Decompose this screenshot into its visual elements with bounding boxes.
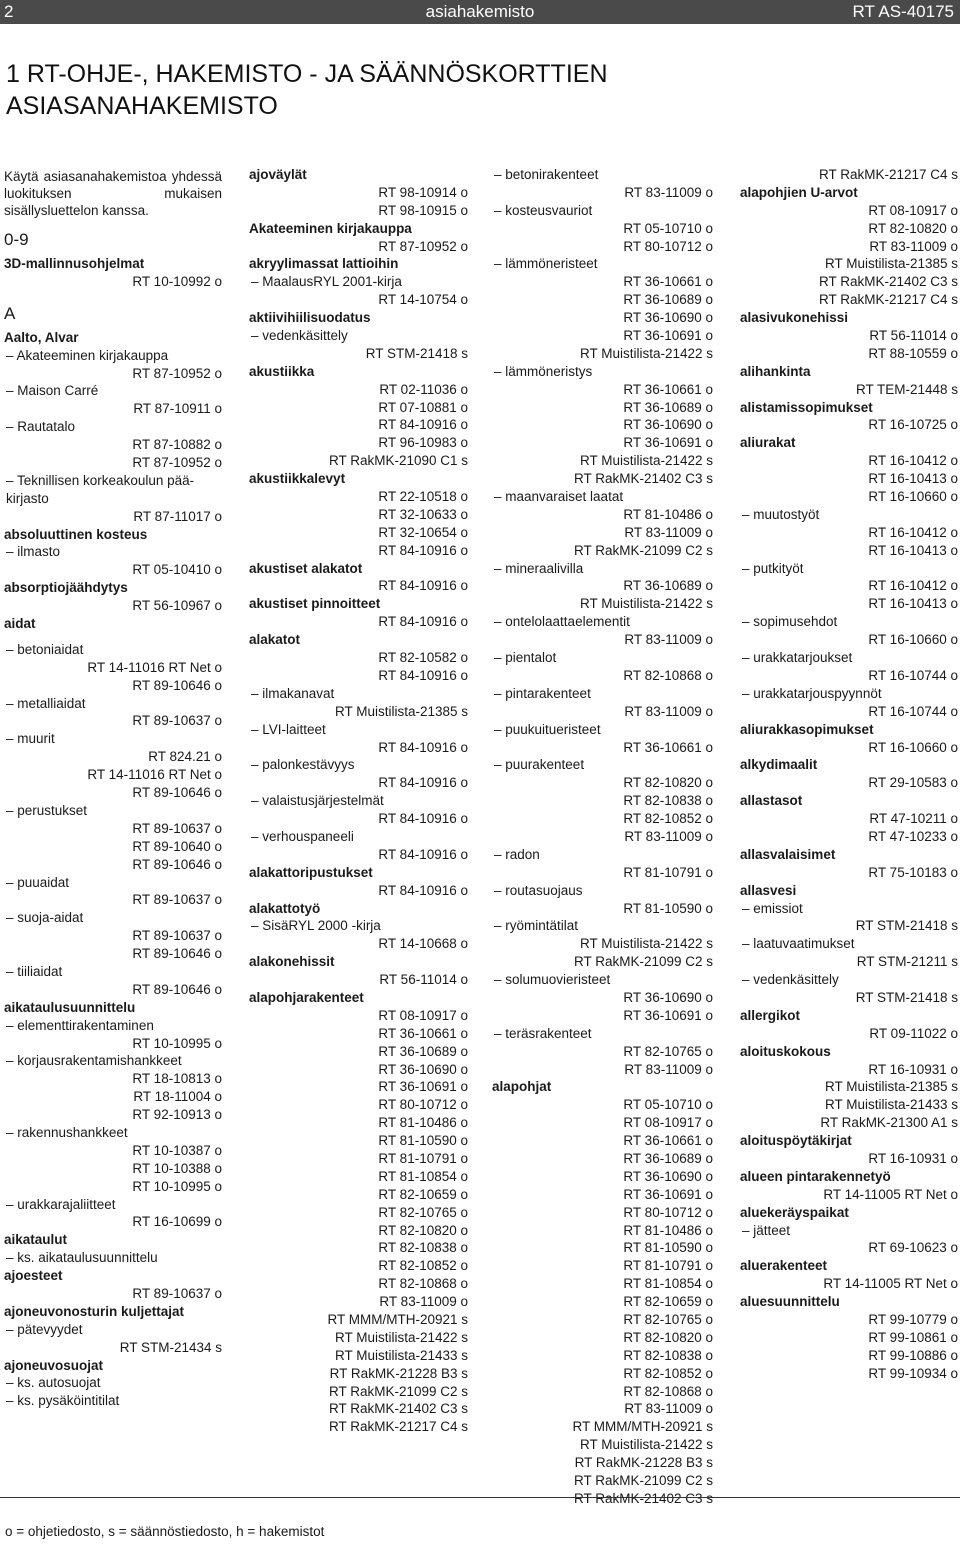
reference: RT 80-10712 o xyxy=(623,238,713,254)
index-term: Akateeminen kirjakauppa xyxy=(249,220,412,236)
sub-term: – MaalausRYL 2001-kirja xyxy=(251,274,402,290)
reference: RT RakMK-21099 C2 s xyxy=(573,1473,713,1489)
index-term: aloituskokous xyxy=(740,1043,831,1059)
sub-term: – routasuojaus xyxy=(494,882,583,898)
reference: RT 10-10387 o xyxy=(132,1142,222,1158)
reference: RT 82-10765 o xyxy=(623,1043,713,1059)
reference: RT RakMK-21099 C2 s xyxy=(328,1383,468,1399)
reference: RT 36-10689 o xyxy=(623,292,713,308)
index-term: absoluuttinen kosteus xyxy=(4,526,148,542)
index-term: aikataulusuunnittelu xyxy=(4,999,136,1015)
reference: RT 83-11009 o xyxy=(624,828,713,844)
index-term: aliurakkasopimukset xyxy=(740,721,874,737)
index-term: ajoneuvosuojat xyxy=(4,1357,104,1373)
reference: RT Muistilista-21385 s xyxy=(334,703,468,719)
sub-term: – radon xyxy=(494,846,540,862)
reference: RT 81-10791 o xyxy=(378,1150,468,1166)
reference: RT 82-10868 o xyxy=(623,667,713,683)
sub-term: – Akateeminen kirjakauppa xyxy=(6,347,169,363)
reference: RT 05-10410 o xyxy=(132,562,222,578)
reference: RT 83-11009 o xyxy=(869,238,958,254)
reference: RT 87-10882 o xyxy=(132,437,222,453)
reference: RT 84-10916 o xyxy=(378,614,468,630)
reference: RT 16-10744 o xyxy=(868,667,958,683)
sub-term: – muutostyöt xyxy=(742,506,820,522)
sub-term: – SisäRYL 2000 -kirja xyxy=(251,918,381,934)
reference: RT 83-11009 o xyxy=(624,1401,713,1417)
reference: RT 10-10995 o xyxy=(132,1178,222,1194)
reference: RT RakMK-21217 C4 s xyxy=(818,292,958,308)
reference: RT 87-11017 o xyxy=(133,508,222,524)
reference: RT 36-10689 o xyxy=(623,399,713,415)
sub-term: – Maison Carré xyxy=(6,383,99,399)
sub-term: – lämmöneristeet xyxy=(494,256,598,272)
reference: RT 56-10967 o xyxy=(132,598,222,614)
sub-term: – solumuovieristeet xyxy=(494,972,611,988)
reference: RT 82-10868 o xyxy=(378,1276,468,1292)
reference: RT 88-10559 o xyxy=(868,345,958,361)
index-term: alapohjat xyxy=(492,1079,552,1095)
reference: RT 36-10689 o xyxy=(623,1150,713,1166)
sub-term: – ks. autosuojat xyxy=(6,1375,101,1391)
index-term: aluerakenteet xyxy=(740,1258,828,1274)
reference: RT 84-10916 o xyxy=(378,578,468,594)
reference: RT 16-10931 o xyxy=(868,1150,958,1166)
reference: RT 89-10646 o xyxy=(132,785,222,801)
reference: RT STM-21211 s xyxy=(856,954,958,970)
reference: RT 08-10917 o xyxy=(623,1115,713,1131)
reference: RT 83-11009 o xyxy=(624,632,713,648)
reference: RT 84-10916 o xyxy=(378,811,468,827)
reference: RT Muistilista-21422 s xyxy=(579,936,713,952)
reference: RT 16-10744 o xyxy=(868,703,958,719)
reference: RT 47-10211 o xyxy=(869,811,958,827)
index-term: Aalto, Alvar xyxy=(4,329,79,345)
reference: RT 81-10590 o xyxy=(378,1133,468,1149)
sub-term: – perustukset xyxy=(6,802,88,818)
reference: RT 89-10637 o xyxy=(132,820,222,836)
sub-term: – Teknillisen korkeakoulun pää- xyxy=(6,472,195,488)
index-term: allasvesi xyxy=(740,882,797,898)
reference: RT 16-10412 o xyxy=(868,524,958,540)
reference: RT 80-10712 o xyxy=(378,1097,468,1113)
reference: RT 56-11014 o xyxy=(379,972,468,988)
reference: RT Muistilista-21385 s xyxy=(824,1079,958,1095)
reference: RT 99-10886 o xyxy=(868,1347,958,1363)
reference: RT 89-10637 o xyxy=(132,928,222,944)
sub-term: – urakkatarjoukset xyxy=(742,650,853,666)
index-term: alakattoripustukset xyxy=(249,864,373,880)
sub-term: – jätteet xyxy=(742,1222,791,1238)
reference: RT 16-10660 o xyxy=(868,739,958,755)
index-term: alueen pintarakennetyö xyxy=(740,1168,891,1184)
reference: RT 16-10660 o xyxy=(868,632,958,648)
index-term: alakonehissit xyxy=(249,954,335,970)
reference: RT 89-10640 o xyxy=(132,838,222,854)
reference: RT 16-10699 o xyxy=(132,1214,222,1230)
reference: RT Muistilista-21433 s xyxy=(334,1347,468,1363)
reference: RT 81-10791 o xyxy=(623,1258,713,1274)
reference: RT STM-21434 s xyxy=(119,1339,222,1355)
index-term: akryylimassat lattioihin xyxy=(249,256,399,272)
reference: RT 69-10623 o xyxy=(868,1240,958,1256)
reference: RT 32-10633 o xyxy=(378,506,468,522)
reference: RT Muistilista-21422 s xyxy=(579,453,713,469)
sub-term: – puuaidat xyxy=(6,874,70,890)
reference: RT 82-10765 o xyxy=(623,1312,713,1327)
reference: RT 14-11005 RT Net o xyxy=(823,1276,958,1292)
reference: RT RakMK-21402 C3 s xyxy=(328,1401,468,1417)
sub-term: – urakkatarjouspyynnöt xyxy=(742,685,882,701)
reference: RT 10-10992 o xyxy=(132,273,222,289)
index-term: aliurakat xyxy=(740,435,796,451)
sub-term: – pätevyydet xyxy=(6,1321,83,1337)
sub-term: – urakkarajaliitteet xyxy=(6,1196,116,1212)
title-line-2: ASIASANAHAKEMISTO xyxy=(6,92,278,120)
reference: RT 82-10659 o xyxy=(378,1186,468,1202)
index-term: alakatot xyxy=(249,632,301,648)
reference: RT 09-11022 o xyxy=(869,1025,958,1041)
reference: RT RakMK-21402 C3 s xyxy=(573,471,713,487)
reference: RT 02-11036 o xyxy=(379,381,468,397)
reference: RT Muistilista-21422 s xyxy=(334,1329,468,1345)
reference: RT 81-10590 o xyxy=(623,1240,713,1256)
reference: RT 18-11004 o xyxy=(133,1089,222,1105)
reference: RT 84-10916 o xyxy=(378,846,468,862)
reference: RT 14-10668 o xyxy=(378,936,468,952)
reference: RT 36-10691 o xyxy=(623,1186,713,1202)
reference: RT 36-10691 o xyxy=(378,1079,468,1095)
index-column-1 xyxy=(4,166,222,1410)
reference: RT 98-10915 o xyxy=(378,202,468,218)
reference: RT 89-10646 o xyxy=(132,981,222,997)
reference: RT RakMK-21217 C4 s xyxy=(328,1419,468,1435)
sub-term: – puurakenteet xyxy=(494,757,585,773)
spacer xyxy=(4,291,222,299)
reference: RT 10-10388 o xyxy=(132,1160,222,1176)
sub-term: – korjausrakentamishankkeet xyxy=(6,1053,182,1069)
sub-term: – laatuvaatimukset xyxy=(742,936,855,952)
reference: RT STM-21418 s xyxy=(855,918,958,934)
index-term: alistamissopimukset xyxy=(740,399,873,415)
index-term: ajoneuvonosturin kuljettajat xyxy=(4,1303,185,1319)
reference: RT 80-10712 o xyxy=(623,1204,713,1220)
reference: RT 81-10854 o xyxy=(623,1276,713,1292)
reference: RT 83-11009 o xyxy=(624,524,713,540)
index-term: alihankinta xyxy=(740,363,811,379)
index-term: allastasot xyxy=(740,793,803,809)
reference: RT 89-10646 o xyxy=(132,856,222,872)
reference: RT 36-10661 o xyxy=(623,739,713,755)
index-term: alkydimaalit xyxy=(740,757,818,773)
reference: RT 16-10413 o xyxy=(868,596,958,612)
reference: RT 82-10838 o xyxy=(623,793,713,809)
reference: RT TEM-21448 s xyxy=(855,381,958,397)
reference: RT 16-10931 o xyxy=(868,1061,958,1077)
reference: RT RakMK-21300 A1 s xyxy=(820,1115,958,1131)
index-term: alakattotyö xyxy=(249,900,321,916)
sub-term: – emissiot xyxy=(742,900,803,916)
reference: RT 82-10820 o xyxy=(378,1222,468,1238)
reference: RT 36-10690 o xyxy=(623,989,713,1005)
reference: RT 82-10820 o xyxy=(868,220,958,236)
reference: RT Muistilista-21422 s xyxy=(579,596,713,612)
reference: RT Muistilista-21385 s xyxy=(824,256,958,272)
reference: RT 16-10413 o xyxy=(868,471,958,487)
reference: RT RakMK-21090 C1 s xyxy=(328,453,468,469)
reference: RT 98-10914 o xyxy=(378,184,468,200)
sub-term: – vedenkäsittely xyxy=(251,328,348,344)
reference: RT 87-10911 o xyxy=(133,401,222,417)
reference: RT 83-11009 o xyxy=(624,184,713,200)
reference: RT 75-10183 o xyxy=(868,864,958,880)
sub-term: – pintarakenteet xyxy=(494,685,591,701)
reference: RT 82-10838 o xyxy=(378,1240,468,1256)
reference: RT 14-11016 RT Net o xyxy=(87,659,222,675)
reference: RT 07-10881 o xyxy=(378,399,468,415)
index-column-3 xyxy=(492,166,713,1508)
index-term: akustiikkalevyt xyxy=(249,471,346,487)
reference: RT MMM/MTH-20921 s xyxy=(327,1312,468,1327)
sub-term: – pientalot xyxy=(494,650,557,666)
reference: RT 36-10689 o xyxy=(623,578,713,594)
reference: RT 36-10690 o xyxy=(623,417,713,433)
reference: RT 824.21 o xyxy=(148,749,222,765)
sub-term: – puukuitueristeet xyxy=(494,721,601,737)
index-term: alapohjarakenteet xyxy=(249,989,364,1005)
reference: RT MMM/MTH-20921 s xyxy=(572,1419,713,1435)
index-term: aloituspöytäkirjat xyxy=(740,1133,852,1149)
sub-term: – kosteusvauriot xyxy=(494,202,593,218)
index-term: aktiivihiilisuodatus xyxy=(249,310,371,326)
reference: RT 81-10486 o xyxy=(623,1222,713,1238)
page-title xyxy=(6,58,608,122)
reference: RT 89-10637 o xyxy=(132,1285,222,1301)
reference: RT 56-11014 o xyxy=(869,328,958,344)
reference: RT 84-10916 o xyxy=(378,739,468,755)
index-term: alasivukonehissi xyxy=(740,310,849,326)
index-term: ajoesteet xyxy=(4,1268,63,1284)
reference: RT 14-11005 RT Net o xyxy=(823,1186,958,1202)
reference: RT 36-10661 o xyxy=(378,1025,468,1041)
reference: RT 83-11009 o xyxy=(624,1061,713,1077)
index-term: aikataulut xyxy=(4,1232,68,1248)
index-term: alapohjien U-arvot xyxy=(740,184,858,200)
reference: RT 16-10412 o xyxy=(868,453,958,469)
reference: RT 89-10637 o xyxy=(132,713,222,729)
reference: RT 82-10820 o xyxy=(623,775,713,791)
reference: RT 36-10691 o xyxy=(623,1007,713,1023)
reference: RT 87-10952 o xyxy=(132,455,222,471)
reference: RT RakMK-21099 C2 s xyxy=(573,542,713,558)
reference: RT 16-10725 o xyxy=(868,417,958,433)
reference: RT 82-10852 o xyxy=(623,811,713,827)
reference: RT 87-10952 o xyxy=(132,365,222,381)
reference: RT 96-10983 o xyxy=(378,435,468,451)
sub-term: – LVI-laitteet xyxy=(251,721,326,737)
index-term: akustiset pinnoitteet xyxy=(249,596,381,612)
reference: RT 99-10779 o xyxy=(868,1312,958,1327)
index-term: allergikot xyxy=(740,1007,801,1023)
reference: RT 36-10661 o xyxy=(623,274,713,290)
reference: RT 32-10654 o xyxy=(378,524,468,540)
reference: RT 82-10868 o xyxy=(623,1383,713,1399)
index-term: absorptiojäähdytys xyxy=(4,580,128,596)
reference: RT 81-10854 o xyxy=(378,1168,468,1184)
sub-term: – ks. pysäköintitilat xyxy=(6,1393,120,1409)
reference: RT 36-10661 o xyxy=(623,1133,713,1149)
reference: RT 89-10646 o xyxy=(132,946,222,962)
index-column-4 xyxy=(740,166,958,1383)
reference: RT 10-10995 o xyxy=(132,1035,222,1051)
reference: RT 29-10583 o xyxy=(868,775,958,791)
reference: RT 82-10852 o xyxy=(623,1365,713,1381)
reference: RT 36-10689 o xyxy=(378,1043,468,1059)
reference: RT 22-10518 o xyxy=(378,489,468,505)
reference: RT 81-10590 o xyxy=(623,900,713,916)
letter-heading: A xyxy=(4,303,16,323)
reference: RT 92-10913 o xyxy=(132,1107,222,1123)
reference: RT 82-10838 o xyxy=(623,1347,713,1363)
reference: RT 84-10916 o xyxy=(378,542,468,558)
reference: RT 87-10952 o xyxy=(378,238,468,254)
sub-term: – ilmakanavat xyxy=(251,685,335,701)
sub-term: – betonirakenteet xyxy=(494,167,599,182)
reference: RT 36-10661 o xyxy=(623,381,713,397)
index-term: ajoväylät xyxy=(249,167,307,182)
spacer xyxy=(4,633,222,641)
reference: RT 83-11009 o xyxy=(624,703,713,719)
sub-term: – betoniaidat xyxy=(6,641,84,657)
sub-term: – vedenkäsittely xyxy=(742,972,839,988)
reference: RT 84-10916 o xyxy=(378,667,468,683)
reference: RT STM-21418 s xyxy=(855,989,958,1005)
legend-footer: o = ohjetiedosto, s = säännöstiedosto, h = hakemistot xyxy=(0,1497,960,1539)
reference: RT 05-10710 o xyxy=(623,220,713,236)
reference: RT 99-10934 o xyxy=(868,1365,958,1381)
sub-term: – palonkestävyys xyxy=(251,757,355,773)
sub-term: – ontelolaattaelementit xyxy=(494,614,630,630)
reference: RT 47-10233 o xyxy=(868,828,958,844)
reference: RT 14-10754 o xyxy=(378,292,468,308)
reference: RT 81-10486 o xyxy=(378,1115,468,1131)
index-term: aidat xyxy=(4,616,36,632)
sub-term: – tiiliaidat xyxy=(6,963,63,979)
sub-term: – valaistusjärjestelmät xyxy=(251,793,384,809)
reference: RT RakMK-21099 C2 s xyxy=(573,954,713,970)
reference: RT 16-10413 o xyxy=(868,542,958,558)
page-number: 2 xyxy=(4,2,14,21)
reference: RT 99-10861 o xyxy=(868,1329,958,1345)
sub-term: – ks. aikataulusuunnittelu xyxy=(6,1250,158,1266)
reference: RT 18-10813 o xyxy=(132,1071,222,1087)
reference: RT 89-10637 o xyxy=(132,892,222,908)
reference: RT 08-10917 o xyxy=(378,1007,468,1023)
index-term: aluesuunnittelu xyxy=(740,1294,840,1310)
reference: RT 82-10582 o xyxy=(378,650,468,666)
reference: RT 82-10659 o xyxy=(623,1294,713,1310)
sub-term: – mineraalivilla xyxy=(494,560,584,576)
reference: RT 82-10852 o xyxy=(378,1258,468,1274)
reference: RT 16-10412 o xyxy=(868,578,958,594)
index-term: 3D-mallinnusohjelmat xyxy=(4,256,145,271)
intro-text: Käytä asiasanahakemistoa yhdessä luokituksen mukaisen sisällysluettelon kanssa. xyxy=(4,169,222,218)
sub-term: – Rautatalo xyxy=(6,419,76,435)
reference: RT 36-10690 o xyxy=(623,1168,713,1184)
reference: RT 84-10916 o xyxy=(378,417,468,433)
reference: RT 05-10710 o xyxy=(623,1097,713,1113)
reference: RT RakMK-21228 B3 s xyxy=(329,1365,468,1381)
sub-term: – ryömintätilat xyxy=(494,918,579,934)
index-term: aluekeräyspaikat xyxy=(740,1204,849,1220)
reference: RT 81-10486 o xyxy=(623,506,713,522)
reference: RT Muistilista-21422 s xyxy=(579,345,713,361)
reference: RT 08-10917 o xyxy=(868,202,958,218)
reference: RT 84-10916 o xyxy=(378,775,468,791)
reference: RT 36-10690 o xyxy=(378,1061,468,1077)
sub-term: – putkityöt xyxy=(742,560,804,576)
index-term: allasvalaisimet xyxy=(740,846,836,862)
reference: RT RakMK-21402 C3 s xyxy=(573,1490,713,1506)
reference: RT 36-10690 o xyxy=(623,310,713,326)
sub-term: – rakennushankkeet xyxy=(6,1124,128,1140)
index-term: akustiset alakatot xyxy=(249,560,363,576)
sub-term: – suoja-aidat xyxy=(6,910,84,926)
reference: RT RakMK-21228 B3 s xyxy=(574,1455,713,1471)
reference: RT 82-10765 o xyxy=(378,1204,468,1220)
index-column-2 xyxy=(249,166,468,1436)
reference: RT STM-21418 s xyxy=(365,345,468,361)
title-line-1: 1 RT-OHJE-, HAKEMISTO - JA SÄÄNNÖSKORTTIEN xyxy=(6,60,608,88)
sub-term: – elementtirakentaminen xyxy=(6,1017,154,1033)
reference: RT RakMK-21402 C3 s xyxy=(818,274,958,290)
sub-term: – lämmöneristys xyxy=(494,363,593,379)
reference: RT 82-10820 o xyxy=(623,1329,713,1345)
reference: RT 89-10646 o xyxy=(132,677,222,693)
reference: RT 36-10691 o xyxy=(623,328,713,344)
sub-term: – metalliaidat xyxy=(6,695,86,711)
sub-term: – maanvaraiset laatat xyxy=(494,489,624,505)
sub-term: – teräsrakenteet xyxy=(494,1025,592,1041)
document-code: RT AS-40175 xyxy=(852,2,954,21)
reference: RT 14-11016 RT Net o xyxy=(87,767,222,783)
sub-term: – muurit xyxy=(6,731,55,747)
index-term: akustiikka xyxy=(249,363,315,379)
reference: RT RakMK-21217 C4 s xyxy=(818,167,958,182)
reference: RT 81-10791 o xyxy=(623,864,713,880)
page-header xyxy=(0,0,960,24)
section-name: asiahakemisto xyxy=(425,2,535,21)
reference: RT 36-10691 o xyxy=(623,435,713,451)
sub-term: – sopimusehdot xyxy=(742,614,838,630)
sub-term: – ilmasto xyxy=(6,544,61,560)
reference: RT Muistilista-21422 s xyxy=(579,1437,713,1453)
sub-term: kirjasto xyxy=(6,490,49,506)
letter-heading: 0-9 xyxy=(4,230,29,249)
sub-term: – verhouspaneeli xyxy=(251,828,354,844)
reference: RT 83-11009 o xyxy=(379,1294,468,1310)
reference: RT 84-10916 o xyxy=(378,882,468,898)
reference: RT Muistilista-21433 s xyxy=(824,1097,958,1113)
reference: RT 16-10660 o xyxy=(868,489,958,505)
